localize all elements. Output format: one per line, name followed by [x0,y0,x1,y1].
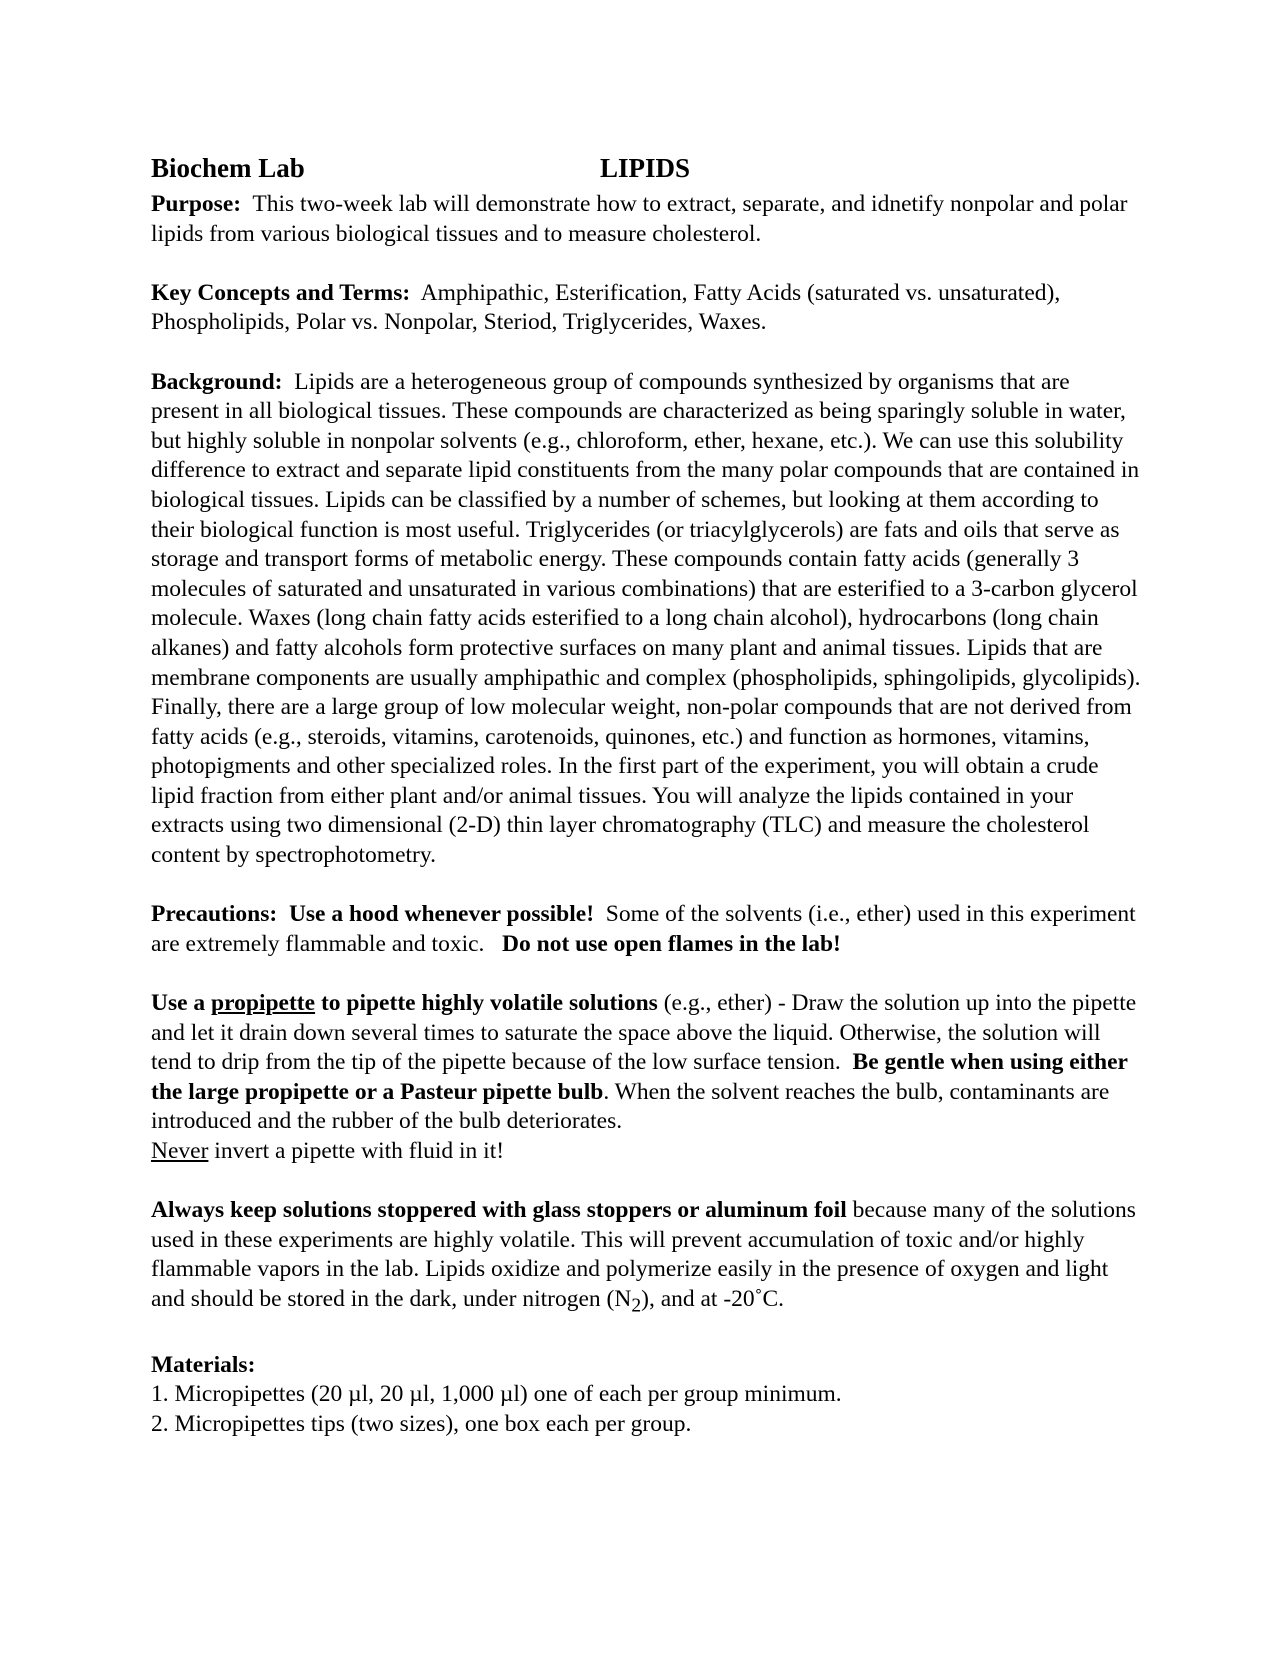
nitrogen-subscript: 2 [631,1295,642,1317]
background-text: Lipids are a heterogeneous group of compounds synthesized by organisms that are present in all biological tissues. These compounds are characterized as being sparingly soluble in water, but highly soluble in nonpolar solvents (e.g., chloroform, ether, hexane, etc.). We can use this solubility difference to extract and separate lipid constituents from the many polar compounds that are contained in biological tissues. Lipids can be classified by a number of schemes, but looking at them according to their biological function is most useful. Triglycerides (or triacylglycerols) are fats and oils that serve as storage and transport forms of metabolic energy. These compounds contain fatty acids (generally 3 molecules of saturated and unsaturated in various combinations) that are esterified to a 3-carbon glycerol molecule. Waxes (long chain fatty acids esterified to a long chain alcohol), hydrocarbons (long chain alkanes) and fatty alcohols form protective surfaces on many plant and animal tissues. Lipids that are membrane components are usually amphipathic and complex (phospholipids, sphingolipids, glycolipids). Finally, there are a large group of low molecular weight, non-polar compounds that are not derived from fatty acids (e.g., steroids, vitamins, carotenoids, quinones, etc.) and function as hormones, vitamins, photopigments and other specialized roles. In the first part of the experiment, you will obtain a crude lipid fraction from either plant and/or animal tissues. You will analyze the lipids contained in your extracts using two dimensional (2-D) thin layer chromatography (TLC) and measure the cholesterol content by spectrophotometry. [151,368,1141,869]
page-title: LIPIDS [600,153,691,183]
purpose-text: This two-week lab will demonstrate how to extract, separate, and idnetify nonpolar and polar lipids from various biological tissues and to measure cholesterol. [151,191,1128,247]
list-item: 1. Micropipettes (20 µl, 20 µl, 1,000 µl) one of each per group minimum. [151,1381,842,1408]
propipette-lead: Use a [151,990,206,1017]
key-concepts-text: Amphipathic, Esterification, Fatty Acids (saturated vs. unsaturated), Phospholipids, Polar vs. Nonpolar, Steriod, Triglycerides, Waxes. [151,279,1061,336]
precautions-hood-warning: Use a hood whenever possible! [288,901,595,928]
materials-label: Materials: [151,1351,256,1378]
purpose-section [151,190,1141,249]
stoppers-text-2: ), and at -20˚C. [641,1285,785,1312]
stoppers-text: because many of the solutions used in these experiments are highly volatile. This will prevent accumulation of toxic and/or highly flammable vapors in the lab. Lipids oxidize and polymerize easily in the presence of oxygen and light and should be stored in the dark, under nitrogen (N [151,1197,1136,1312]
never-word: Never [151,1138,209,1164]
propipette-term: propipette [211,990,316,1017]
materials-list [151,1380,1141,1439]
document-body [151,150,1141,1440]
document-header [151,150,1141,190]
materials-section [151,1351,1141,1440]
propipette-text: (e.g., ether) - Draw the solution up into the pipette and let it drain down several times to saturate the space above the liquid. Otherwise, the solution will tend to drip from the tip of the pipette because of the low surface tension. [151,990,1137,1076]
key-concepts-section [151,279,1141,338]
stoppers-section [151,1196,1141,1321]
key-concepts-label: Key Concepts and Terms: [151,279,411,306]
precautions-label: Precautions: [151,901,278,928]
precautions-flame-warning: Do not use open flames in the lab! [502,930,841,957]
propipette-section [151,989,1141,1167]
list-item: 2. Micropipettes tips (two sizes), one box each per group. [151,1411,692,1438]
stoppers-bold: Always keep solutions stoppered with glass stoppers or aluminum foil [151,1197,847,1224]
propipette-text-2: . When the solvent reaches the bulb, contaminants are introduced and the rubber of the bulb deteriorates. [151,1078,1110,1135]
background-section [151,368,1141,871]
precautions-section [151,900,1141,959]
propipette-gentle-warning: Be gentle when using either the large propipette or a Pasteur pipette bulb [151,1049,1128,1105]
purpose-label: Purpose: [151,191,242,217]
course-title: Biochem Lab [151,153,305,183]
never-rest: invert a pipette with fluid in it! [214,1138,505,1164]
background-label: Background: [151,368,283,395]
propipette-instruction: to pipette highly volatile solutions [320,990,658,1017]
precautions-text: Some of the solvents (i.e., ether) used in this experiment are extremely flammable and toxic. [151,901,1136,957]
